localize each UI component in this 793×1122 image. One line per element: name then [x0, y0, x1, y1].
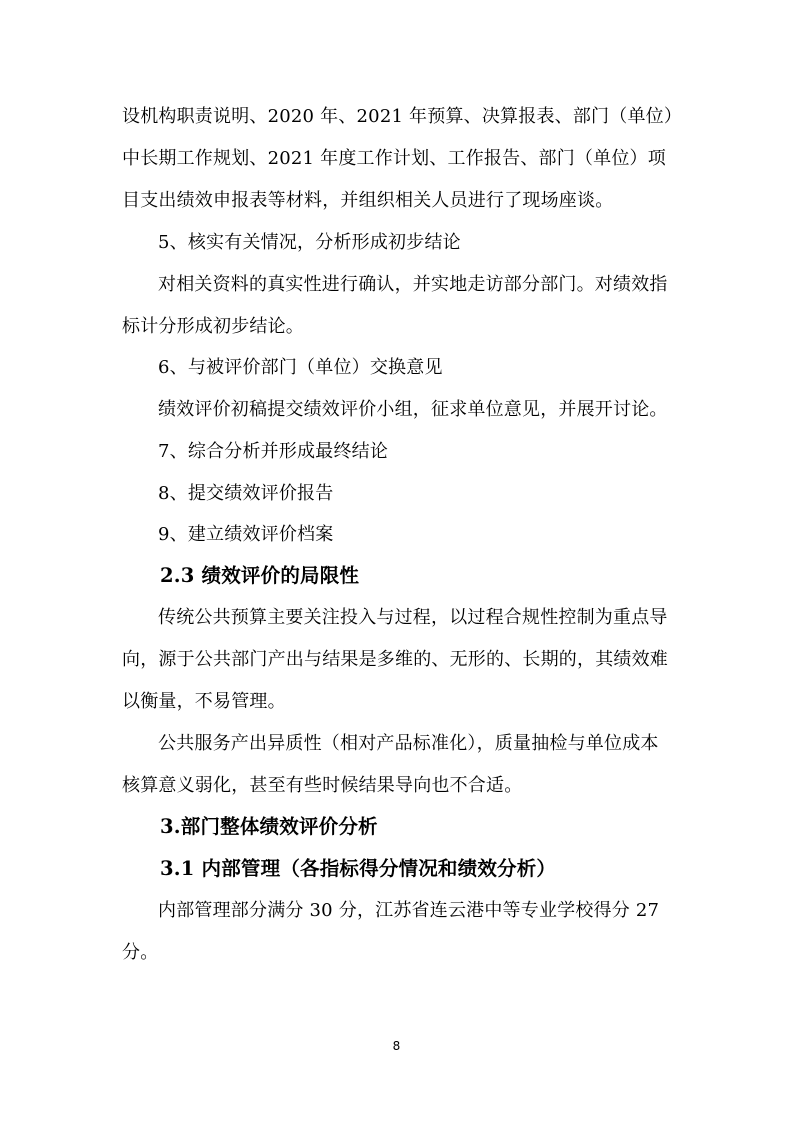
- step-heading: 7、综合分析并形成最终结论: [158, 441, 389, 462]
- body-text-line: 目支出绩效申报表等材料，并组织相关人员进行了现场座谈。: [122, 190, 614, 211]
- body-text-line: 内部管理部分满分 30 分，江苏省连云港中等专业学校得分 27: [158, 900, 660, 921]
- step-heading: 9、建立绩效评价档案: [158, 524, 334, 545]
- step-heading: 5、核实有关情况，分析形成初步结论: [158, 232, 461, 253]
- body-text-line: 对相关资料的真实性进行确认，并实地走访部分部门。对绩效指: [158, 274, 668, 295]
- body-text-line: 以衡量，不易管理。: [122, 691, 286, 712]
- page-number: 8: [392, 1039, 401, 1053]
- section-heading: 3.部门整体绩效评价分析: [160, 815, 378, 838]
- body-text-line: 传统公共预算主要关注投入与过程，以过程合规性控制为重点导: [158, 607, 668, 628]
- body-text-line: 设机构职责说明、2020 年、2021 年预算、决算报表、部门（单位）: [122, 106, 683, 127]
- body-text-line: 绩效评价初稿提交绩效评价小组，征求单位意见，并展开讨论。: [158, 399, 668, 420]
- body-text-line: 标计分形成初步结论。: [122, 316, 304, 337]
- body-text-line: 分。: [122, 942, 159, 963]
- step-heading: 6、与被评价部门（单位）交换意见: [158, 357, 443, 378]
- step-heading: 8、提交绩效评价报告: [158, 483, 334, 504]
- body-text-line: 中长期工作规划、2021 年度工作计划、工作报告、部门（单位）项: [122, 148, 666, 169]
- body-text-line: 核算意义弱化，甚至有些时候结果导向也不合适。: [122, 775, 523, 796]
- body-text-line: 公共服务产出异质性（相对产品标准化），质量抽检与单位成本: [158, 733, 659, 754]
- subsection-heading: 3.1 内部管理（各指标得分情况和绩效分析）: [160, 857, 557, 880]
- section-heading: 2.3 绩效评价的局限性: [160, 564, 360, 587]
- body-text-line: 向，源于公共部门产出与结果是多维的、无形的、长期的，其绩效难: [122, 649, 668, 670]
